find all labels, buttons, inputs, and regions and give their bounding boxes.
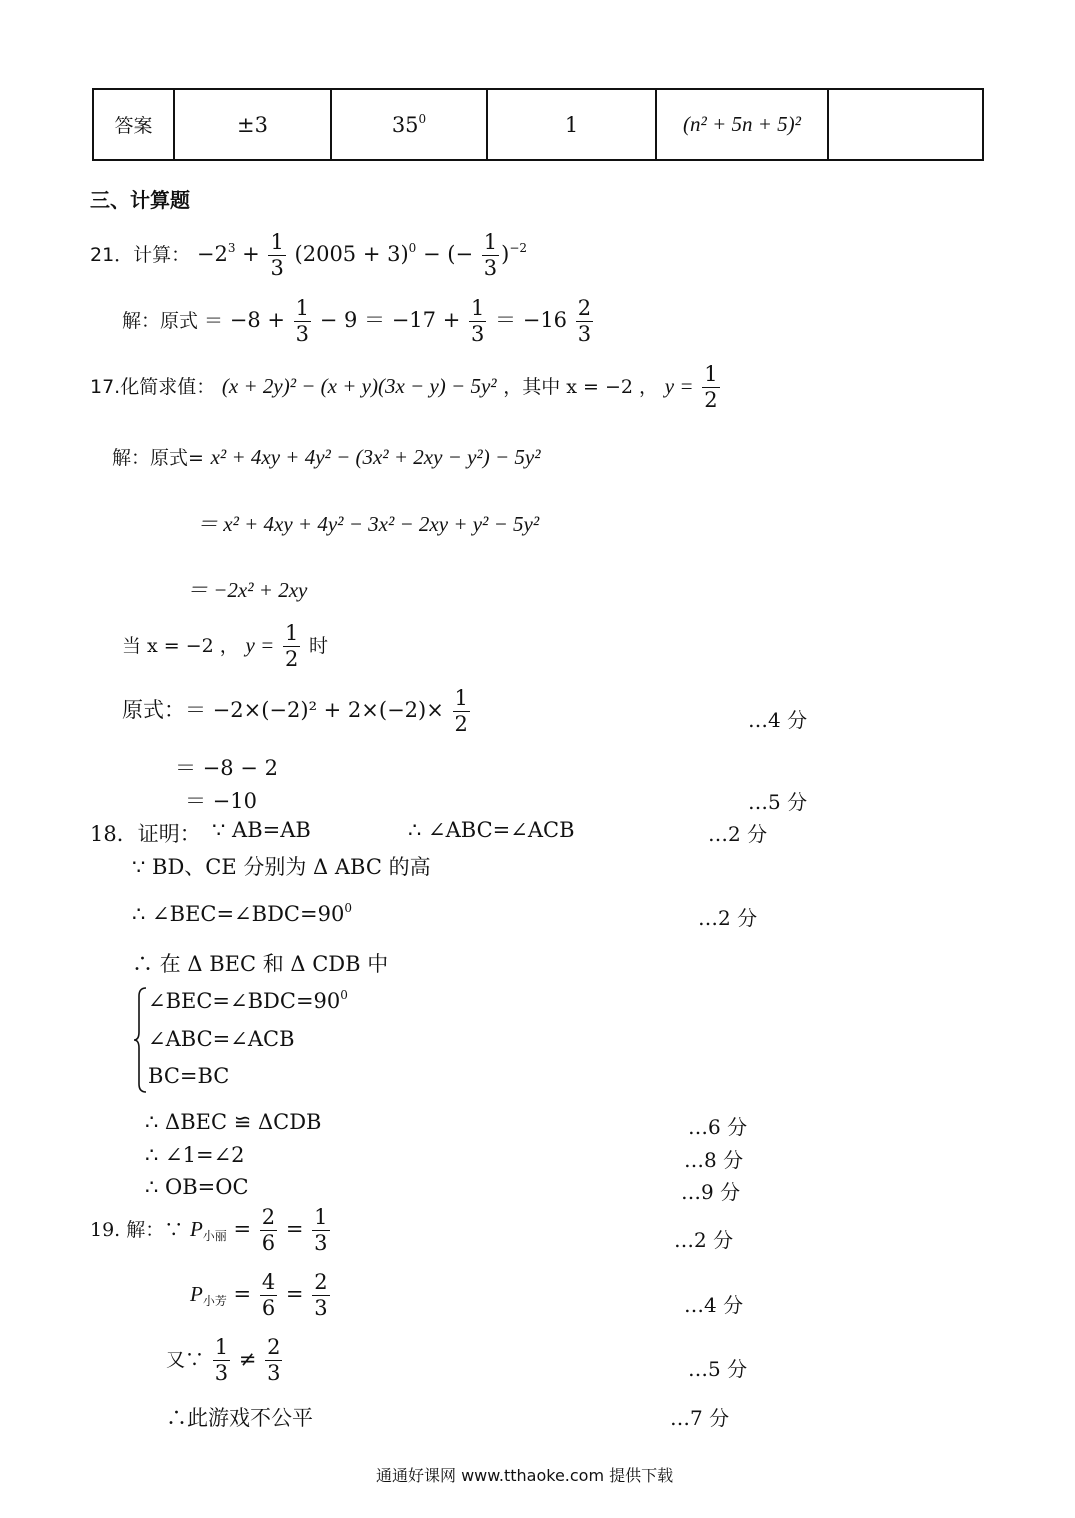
q19-p1-frac-2-num: 1 (314, 1205, 328, 1229)
q18-label: 18．证明： (90, 822, 201, 846)
q19-p1-frac-2 (312, 1207, 329, 1254)
q18-c2: ∴ ∠1=∠2 (145, 1143, 245, 1167)
q18-l1b: ∴ ∠ABC=∠ACB (408, 818, 575, 842)
q17-cond-y: y = (664, 374, 694, 398)
answer-cell-2-sup: 0 (418, 112, 427, 126)
q17-cond-frac (702, 364, 719, 411)
q21-expr-d: − (− (423, 242, 474, 266)
q21-sol-frac-2-den: 3 (470, 322, 485, 346)
q18-b1-text: ∠BEC=∠BDC=90 (148, 989, 341, 1013)
q17-when-frac-den: 2 (284, 647, 299, 671)
q19-conclusion: ∴此游戏不公平 (166, 1406, 313, 1430)
q19-p1-sub: 小丽 (202, 1229, 227, 1243)
q21-sol-frac-3-den: 3 (577, 322, 592, 346)
answer-table (92, 88, 984, 161)
q18-score-2b: …2 分 (698, 906, 758, 930)
q18-l2: ∵ BD、CE 分别为 Δ ABC 的高 (132, 855, 431, 879)
q17-when-c: 时 (309, 635, 329, 657)
q17-when-frac (283, 623, 300, 670)
q19-score-5: …5 分 (688, 1357, 748, 1381)
q19-y-frac-2 (265, 1337, 282, 1384)
answer-cell-3: 1 (487, 89, 656, 160)
q18-brace-line-1 (148, 988, 348, 1013)
q19-score-7: …7 分 (670, 1406, 730, 1430)
q21-sol-frac-2-num: 1 (470, 296, 485, 320)
q17-step2: ＝ −10 (185, 789, 257, 813)
q21-expr-c: (2005 + 3) (294, 242, 409, 266)
q18-score-2a: …2 分 (708, 822, 768, 846)
q21-sol-frac-1-den: 3 (295, 322, 310, 346)
q21-label: 21．计算： (90, 244, 191, 266)
answer-cell-2-text: 35 (391, 113, 419, 137)
q19-score-4: …4 分 (684, 1293, 744, 1317)
q19-y-frac-1-num: 1 (214, 1335, 229, 1359)
q21-sol-b: − 9 ＝ −17 + (319, 308, 461, 332)
q19-p2-frac-2 (312, 1272, 329, 1319)
q17-line1-label: 解：原式= (112, 447, 204, 469)
q18-score-6: …6 分 (688, 1115, 748, 1139)
q17-line1 (112, 443, 541, 470)
q21-sol-frac-1-num: 1 (295, 296, 310, 320)
q19-score-2: …2 分 (674, 1228, 734, 1252)
q18-c1: ∴ ΔBEC ≌ ΔCDB (145, 1110, 322, 1134)
q17-sub-frac-den: 2 (454, 712, 468, 736)
q18-b1-sup: 0 (340, 988, 348, 1002)
q18-score-9: …9 分 (681, 1180, 741, 1204)
q19-p1-frac-1-den: 6 (261, 1231, 276, 1255)
q17-cond-frac-num: 1 (704, 362, 718, 386)
q21-expr-c-sup: 0 (408, 241, 417, 255)
q19-line2 (190, 1272, 332, 1319)
section-title: 三、计算题 (90, 188, 190, 212)
q18-l4: ∴ 在 Δ BEC 和 Δ CDB 中 (132, 952, 389, 976)
left-brace-icon (133, 986, 147, 1094)
q19-p2-frac-2-den: 3 (314, 1296, 328, 1320)
answer-cell-5 (828, 89, 983, 160)
q21-expr-a: −2 (196, 242, 228, 266)
q17-line (90, 364, 722, 411)
answer-cell-4: (n² + 5n + 5)² (656, 89, 828, 160)
q19-p1-frac-1-num: 2 (261, 1205, 276, 1229)
q17-cond-frac-den: 2 (704, 388, 718, 412)
q19-y-label: 又∵ (166, 1349, 205, 1371)
q18-brace-line-2: ∠ABC=∠ACB (148, 1027, 295, 1051)
q19-p2-eq2: = (285, 1282, 304, 1306)
q19-p1: P (189, 1217, 203, 1241)
q19-y-frac-1-den: 3 (214, 1361, 229, 1385)
q19-p1-eq: = (233, 1217, 252, 1241)
q21-sol-frac-3-num: 2 (577, 296, 592, 320)
q21-line (90, 232, 527, 279)
q21-sol-frac-1 (294, 298, 311, 345)
q21-sol-c: ＝ −16 (495, 308, 568, 332)
q19-p1-frac-1 (260, 1207, 277, 1254)
q17-line2: ＝ x² + 4xy + 4y² − 3x² − 2xy + y² − 5y² (197, 512, 540, 536)
q19-line3 (166, 1337, 284, 1384)
q21-expr-e: ) (501, 242, 510, 266)
q17-sub (122, 688, 472, 735)
q17-score-5: …5 分 (748, 790, 808, 814)
q19-y-ne: ≠ (238, 1347, 257, 1371)
q19-p2-frac-1 (260, 1272, 277, 1319)
q17-cond: ，其中 x = −2 ， (503, 376, 659, 398)
q21-frac-1-den: 3 (270, 256, 284, 280)
q18-l3-sup: 0 (344, 901, 352, 915)
q21-expr-b: + (242, 242, 260, 266)
q19-p2-frac-2-num: 2 (314, 1270, 328, 1294)
q21-expr-e-sup: −2 (509, 241, 528, 255)
q17-sub-frac (453, 688, 470, 735)
q17-label: 17.化简求值： (90, 376, 216, 398)
q19-p1-frac-2-den: 3 (314, 1231, 328, 1255)
q17-score-4: …4 分 (748, 708, 808, 732)
q21-sol-frac-3 (576, 298, 593, 345)
answer-cell-2 (331, 89, 487, 160)
q18-l1a: ∵ AB=AB (212, 818, 311, 842)
q19-p2-sub: 小芳 (202, 1294, 227, 1308)
table-header-cell: 答案 (93, 89, 174, 160)
q17-sub-frac-num: 1 (454, 686, 468, 710)
q17-when-frac-num: 1 (284, 621, 299, 645)
q21-frac-1 (268, 232, 285, 279)
q19-label: 19. 解：∵ (90, 1219, 184, 1241)
table-row (93, 89, 983, 160)
q21-sol-label: 解：原式 ＝ (122, 310, 224, 332)
q19-y-frac-2-num: 2 (267, 1335, 281, 1359)
q18-score-8: …8 分 (684, 1148, 744, 1172)
q21-solution (122, 298, 595, 345)
q19-p2: P (190, 1282, 203, 1306)
q17-step1: ＝ −8 − 2 (175, 756, 278, 780)
q17-when-a: 当 x = −2 ， (122, 635, 239, 657)
q19-p2-eq: = (233, 1282, 252, 1306)
q18-brace-line-3: BC=BC (148, 1064, 230, 1088)
q17-line1-expr: x² + 4xy + 4y² − (3x² + 2xy − y²) − 5y² (210, 445, 541, 469)
q21-expr-a-sup: 3 (227, 241, 236, 255)
q17-when (122, 623, 328, 670)
q17-sub-label: 原式：＝ −2×(−2)² + 2×(−2)× (122, 698, 444, 722)
q19-line1 (90, 1207, 332, 1254)
q17-line3: ＝ −2x² + 2xy (187, 578, 308, 602)
q19-p2-frac-1-num: 4 (261, 1270, 276, 1294)
answer-cell-1: ±3 (174, 89, 331, 160)
q19-p2-frac-1-den: 6 (261, 1296, 276, 1320)
q21-sol-frac-2 (469, 298, 486, 345)
q17-expr: (x + 2y)² − (x + y)(3x − y) − 5y² (221, 374, 497, 398)
q18-l3-text: ∴ ∠BEC=∠BDC=90 (132, 902, 345, 926)
page-footer: 通通好课网 www.tthaoke.com 提供下载 (376, 1466, 674, 1485)
q21-frac-1-num: 1 (270, 230, 284, 254)
q18-c3: ∴ OB=OC (145, 1175, 249, 1199)
q21-frac-2-num: 1 (483, 230, 498, 254)
q21-frac-2-den: 3 (483, 256, 498, 280)
q17-when-b: y = (245, 633, 275, 657)
q19-y-frac-2-den: 3 (267, 1361, 281, 1385)
q21-sol-a: −8 + (229, 308, 285, 332)
q19-p1-eq2: = (285, 1217, 304, 1241)
q21-frac-2 (482, 232, 499, 279)
q18-l3 (132, 901, 352, 926)
q19-y-frac-1 (213, 1337, 230, 1384)
